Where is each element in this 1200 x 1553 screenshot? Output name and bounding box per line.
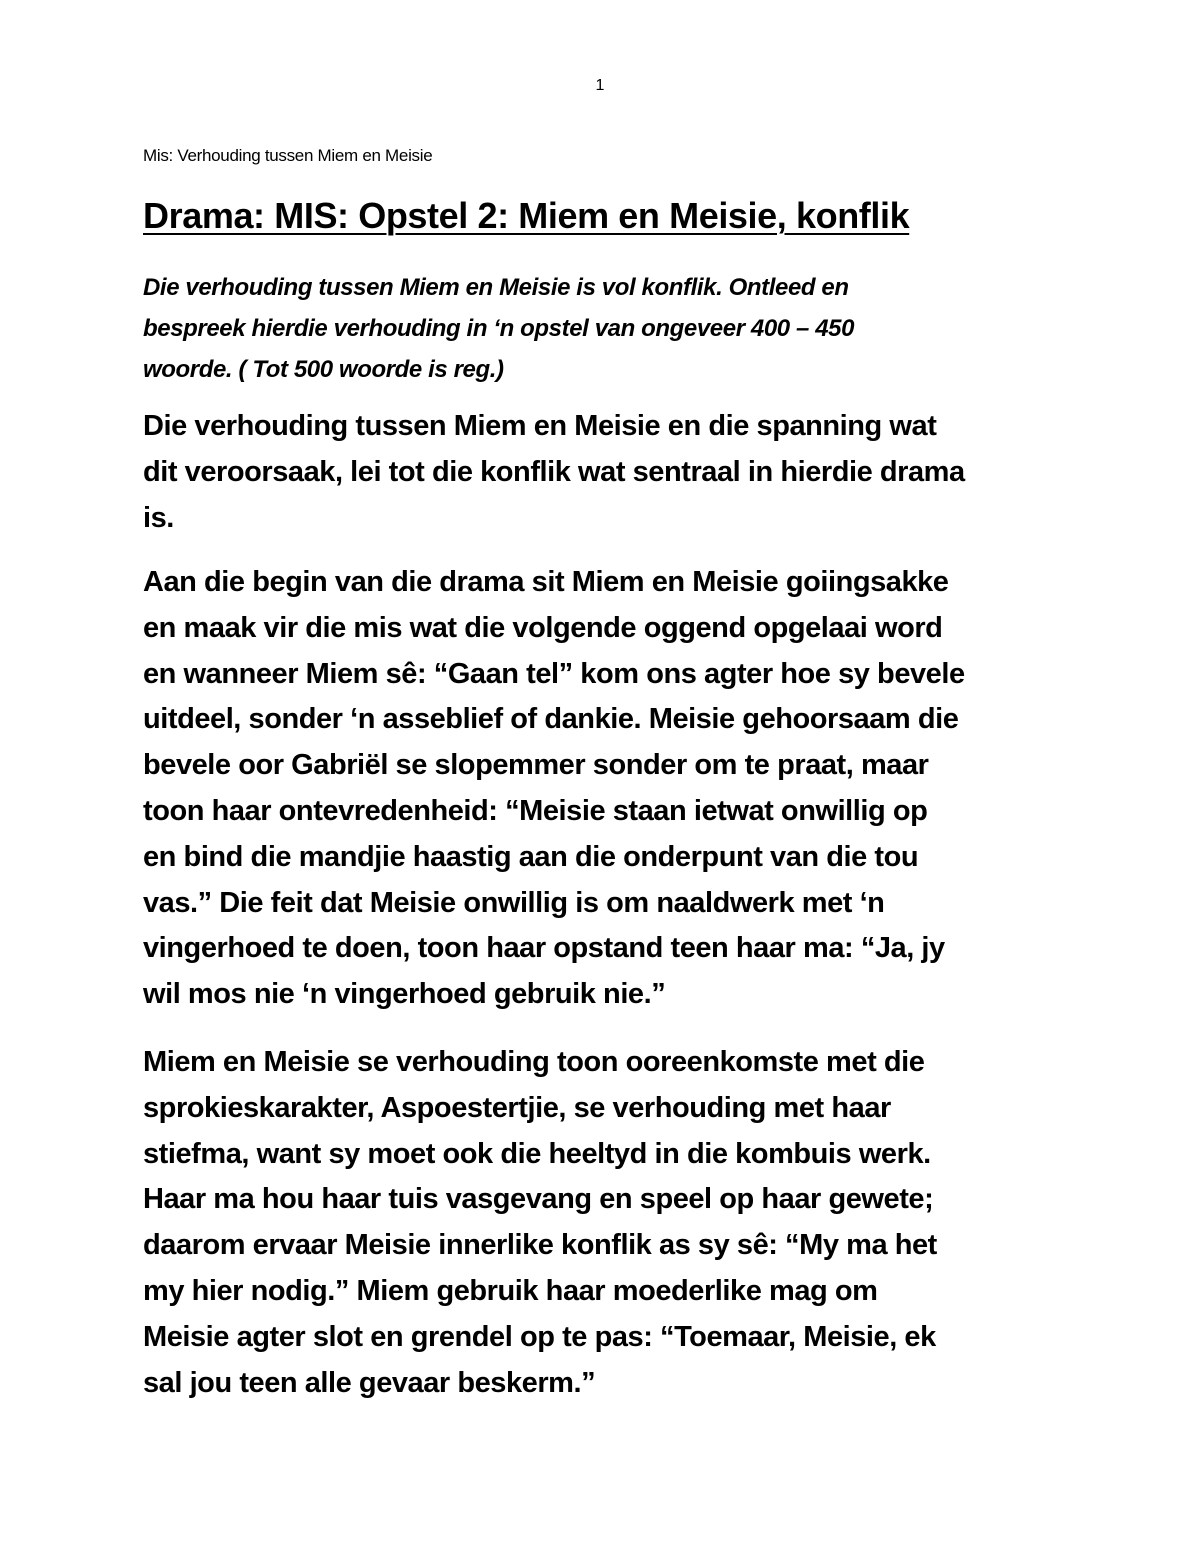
paragraph-line: my hier nodig.” Miem gebruik haar moederlike mag om: [143, 1274, 878, 1307]
paragraph-line: toon haar ontevredenheid: “Meisie staan ietwat onwillig op: [143, 794, 928, 827]
paragraph-line: dit veroorsaak, lei tot die konflik wat sentraal in hierdie drama: [143, 455, 965, 488]
prompt-line: bespreek hierdie verhouding in ‘n opstel van ongeveer 400 – 450: [143, 315, 855, 342]
paragraph-line: uitdeel, sonder ‘n asseblief of dankie. Meisie gehoorsaam die: [143, 703, 959, 736]
paragraph-line: stiefma, want sy moet ook die heeltyd in die kombuis werk.: [143, 1137, 931, 1170]
essay-paragraph-1: [143, 404, 1063, 541]
prompt-line: Die verhouding tussen Miem en Meisie is vol konflik. Ontleed en: [143, 274, 849, 301]
running-header: Mis: Verhouding tussen Miem en Meisie: [143, 146, 433, 165]
paragraph-line: Aan die begin van die drama sit Miem en Meisie goiingsakke: [143, 566, 949, 598]
paragraph-line: Haar ma hou haar tuis vasgevang en speel op haar gewete;: [143, 1183, 934, 1216]
paragraph-line: Die verhouding tussen Miem en Meisie en die spanning wat: [143, 410, 937, 442]
paragraph-line: Miem en Meisie se verhouding toon ooreenkomste met die: [143, 1046, 925, 1078]
paragraph-line: daarom ervaar Meisie innerlike konflik as sy sê: “My ma het: [143, 1229, 937, 1262]
essay-paragraph-3: [143, 1040, 1063, 1406]
paragraph-line: vingerhoed te doen, toon haar opstand teen haar ma: “Ja, jy: [143, 932, 945, 965]
essay-paragraph-2: [143, 560, 1063, 1018]
paragraph-line: Meisie agter slot en grendel op te pas: “Toemaar, Meisie, ek: [143, 1320, 936, 1353]
paragraph-line: wil mos nie ‘n vingerhoed gebruik nie.”: [143, 978, 666, 1011]
paragraph-line: sprokieskarakter, Aspoestertjie, se verhouding met haar: [143, 1091, 891, 1124]
essay-prompt: [143, 267, 1023, 390]
paragraph-line: vas.” Die feit dat Meisie onwillig is om naaldwerk met ‘n: [143, 886, 885, 919]
paragraph-line: bevele oor Gabriël se slopemmer sonder om te praat, maar: [143, 749, 929, 782]
prompt-line: woorde. ( Tot 500 woorde is reg.): [143, 356, 504, 383]
document-title: Drama: MIS: Opstel 2: Miem en Meisie, konflik: [143, 195, 910, 236]
page-number: 1: [595, 77, 605, 94]
paragraph-line: en maak vir die mis wat die volgende oggend opgelaai word: [143, 611, 943, 644]
paragraph-line: is.: [143, 501, 174, 534]
paragraph-line: en bind die mandjie haastig aan die onderpunt van die tou: [143, 840, 919, 873]
paragraph-line: sal jou teen alle gevaar beskerm.”: [143, 1366, 596, 1399]
paragraph-line: en wanneer Miem sê: “Gaan tel” kom ons agter hoe sy bevele: [143, 657, 965, 690]
